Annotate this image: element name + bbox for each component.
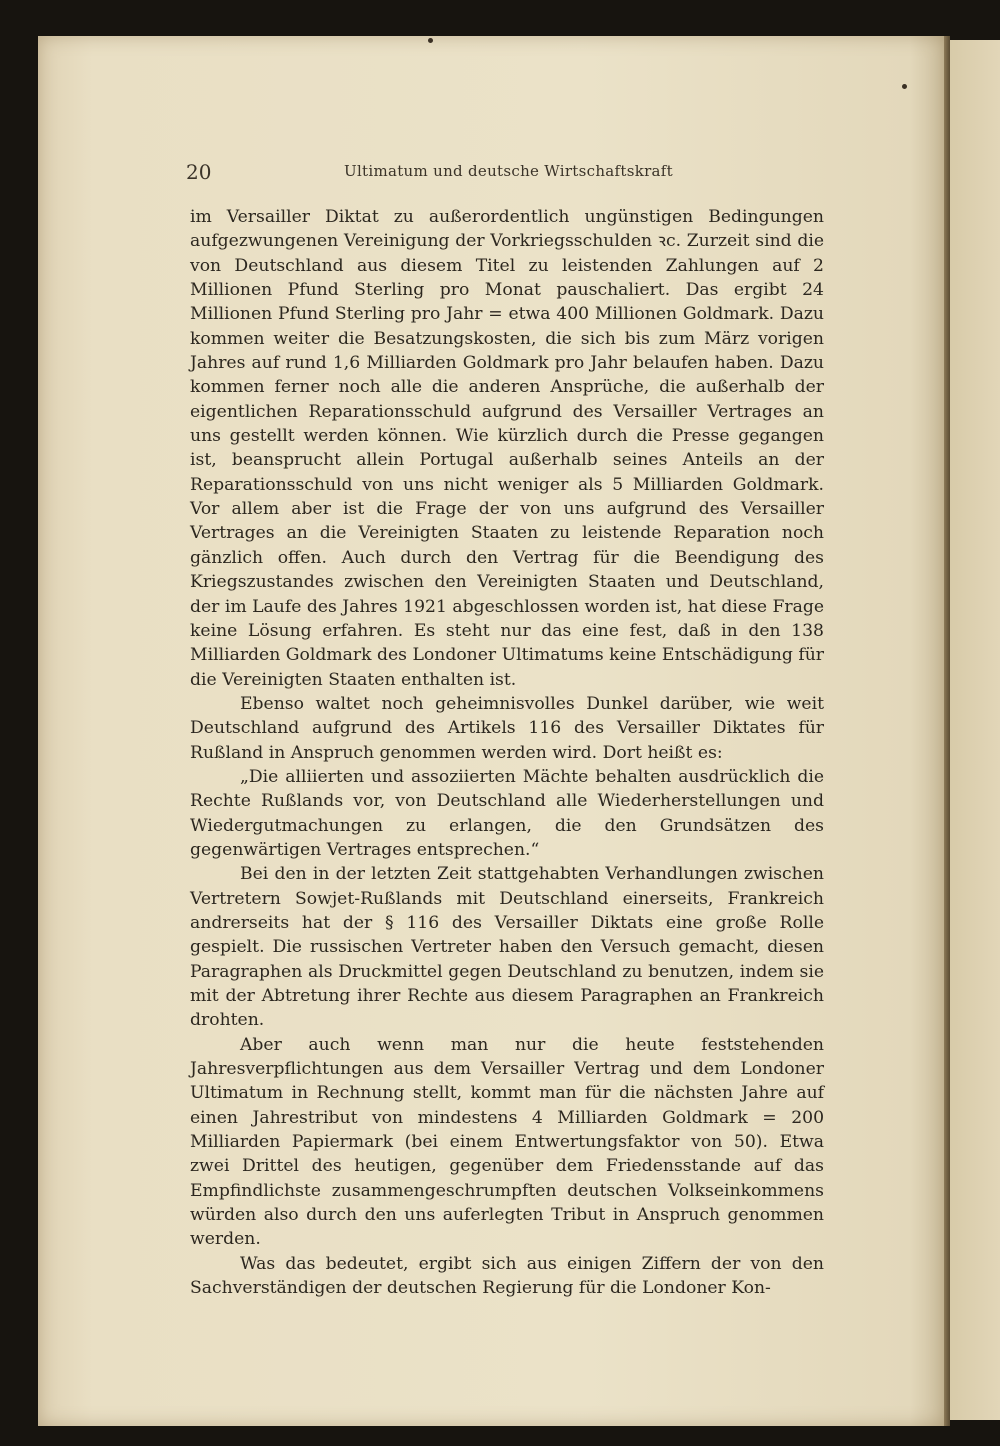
paragraph: Was das bedeutet, ergibt sich aus einigen Ziffern der von den Sachverständigen der deutschen Regierung für die Londoner Kon-	[190, 1253, 824, 1299]
paragraph: Ebenso waltet noch geheimnisvolles Dunkel darüber, wie weit Deutschland aufgrund des Artikels 116 des Versailler Diktates für Rußland in Anspruch genommen werden wird. Dort heißt es:	[190, 693, 824, 763]
running-head: Ultimatum und deutsche Wirtschaftskraft	[344, 162, 673, 180]
block-quote: „Die alliierten und assoziierten Mächte behalten ausdrücklich die Rechte Rußlands vor, von Deutschland alle Wiederherstellungen und Wiedergutmachungen zu erlangen, die den Grundsätzen des gegenwärtigen Vertrages entsprechen.“	[190, 766, 824, 860]
page-header	[186, 160, 826, 190]
body-text	[190, 205, 824, 1300]
paragraph: Bei den in der letzten Zeit stattgehabten Verhandlungen zwischen Vertretern Sowjet-Rußlands mit Deutschland einerseits, Frankreich andrerseits hat der § 116 des Versailler Diktats eine große Rolle gespielt. Die russischen Vertreter haben den Versuch gemacht, diesen Paragraphen als Druckmittel gegen Deutschland zu benutzen, indem sie mit der Abtretung ihrer Rechte aus diesem Paragraphen an Frankreich drohten.	[190, 864, 824, 1031]
paper-speck	[428, 38, 433, 43]
facing-page-edge	[950, 40, 1000, 1420]
paragraph: im Versailler Diktat zu außerordentlich ungünstigen Bedingungen aufgezwungenen Vereinigung der Vorkriegsschulden ꝛc. Zurzeit sind die von Deutschland aus diesem Titel zu leistenden Zahlungen auf 2 Millionen Pfund Sterling pro Monat pauschaliert. Das ergibt 24 Millionen Pfund Sterling pro Jahr = etwa 400 Millionen Goldmark. Dazu kommen weiter die Besatzungskosten, die sich bis zum März vorigen Jahres auf rund 1,6 Milliarden Goldmark pro Jahr belaufen haben. Dazu kommen ferner noch alle die anderen Ansprüche, die außerhalb der eigentlichen Reparationsschuld aufgrund des Versailler Vertrages an uns gestellt werden können. Wie kürzlich durch die Presse gegangen ist, beansprucht allein Portugal außerhalb seines Anteils an der Reparationsschuld von uns nicht weniger als 5 Milliarden Goldmark. Vor allem aber ist die Frage der von uns aufgrund des Versailler Vertrages an die Vereinigten Staaten zu leistende Reparation noch gänzlich offen. Auch durch den Vertrag für die Beendigung des Kriegszustandes zwischen den Vereinigten Staaten und Deutschland, der im Laufe des Jahres 1921 abgeschlossen worden ist, hat diese Frage keine Lösung erfahren. Es steht nur das eine fest, daß in den 138 Milliarden Goldmark des Londoner Ultimatums keine Entschädigung für die Vereinigten Staaten enthalten ist.	[190, 207, 825, 690]
page-number: 20	[186, 160, 212, 184]
paper-speck	[902, 84, 907, 89]
paragraph: Aber auch wenn man nur die heute feststehenden Jahresverpflichtungen aus dem Versailler Vertrag und dem Londoner Ultimatum in Rechnung stellt, kommt man für die nächsten Jahre auf einen Jahrestribut von mindestens 4 Milliarden Goldmark = 200 Milliarden Papiermark (bei einem Entwertungsfaktor von 50). Etwa zwei Drittel des heutigen, gegenüber dem Friedensstande auf das Empfindlichste zusammengeschrumpften deutschen Volkseinkommens würden also durch den uns auferlegten Tribut in Anspruch genommen werden.	[190, 1034, 824, 1250]
